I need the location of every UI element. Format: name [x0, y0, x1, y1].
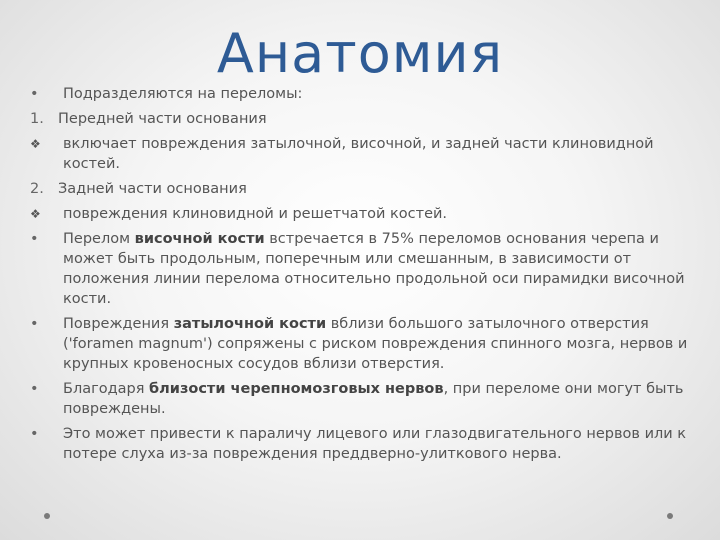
list-item [30, 84, 690, 104]
corner-dot-left [44, 513, 50, 519]
list-item-bold: близости черепномозговых нервов [149, 381, 444, 397]
diamond-bullet-icon: ❖ [30, 207, 41, 221]
list-item [30, 314, 690, 374]
list-item-text-pre: Повреждения [63, 316, 174, 332]
list-item-text-post: , при переломе они могут быть повреждены. [63, 381, 684, 417]
list-item-text-pre: Благодаря [63, 381, 150, 397]
list-item-bold: височной кости [134, 231, 265, 247]
slide-body [30, 84, 690, 469]
list-item-text: включает повреждения затылочной, височной, и задней части клиновидной костей. [63, 136, 654, 172]
list-item [30, 179, 690, 199]
bullet-marker: • [30, 316, 39, 332]
bullet-marker: • [30, 86, 39, 102]
number-marker: 2. [30, 181, 44, 197]
number-marker: 1. [30, 111, 44, 127]
list-item [30, 424, 690, 464]
list-item [30, 109, 690, 129]
list-item-text: Передней части основания [58, 111, 267, 127]
list-item-text: Подразделяются на переломы: [63, 86, 303, 102]
list-item-text: Это может привести к параличу лицевого или глазодвигательного нервов или к потере слуха из-за повреждения преддверно-улиткового нерва. [63, 426, 687, 462]
corner-dot-right [667, 513, 673, 519]
list-item-text-pre: Перелом [63, 231, 135, 247]
list-item [30, 379, 690, 419]
bullet-marker: • [30, 426, 39, 442]
list-item [30, 134, 690, 174]
slide-title: Анатомия [216, 22, 504, 85]
list-item-text-post: вблизи большого затылочного отверстия ('foramen magnum') сопряжены с риском повреждения спинного мозга, нервов и крупных кровеносных сосудов вблизи отверстия. [63, 316, 688, 372]
list-item-text: повреждения клиновидной и решетчатой костей. [63, 206, 448, 222]
list-item-bold: затылочной кости [173, 316, 327, 332]
diamond-bullet-icon: ❖ [30, 137, 41, 151]
list-item [30, 204, 690, 224]
bullet-marker: • [30, 381, 39, 397]
list-item [30, 229, 690, 309]
bullet-marker: • [30, 231, 39, 247]
list-item-text-post: встречается в 75% переломов основания черепа и может быть продольным, поперечным или смешанным, в зависимости от положения линии перелома относительно продольной оси пирамидки височной кости. [63, 231, 685, 307]
list-item-text: Задней части основания [58, 181, 247, 197]
